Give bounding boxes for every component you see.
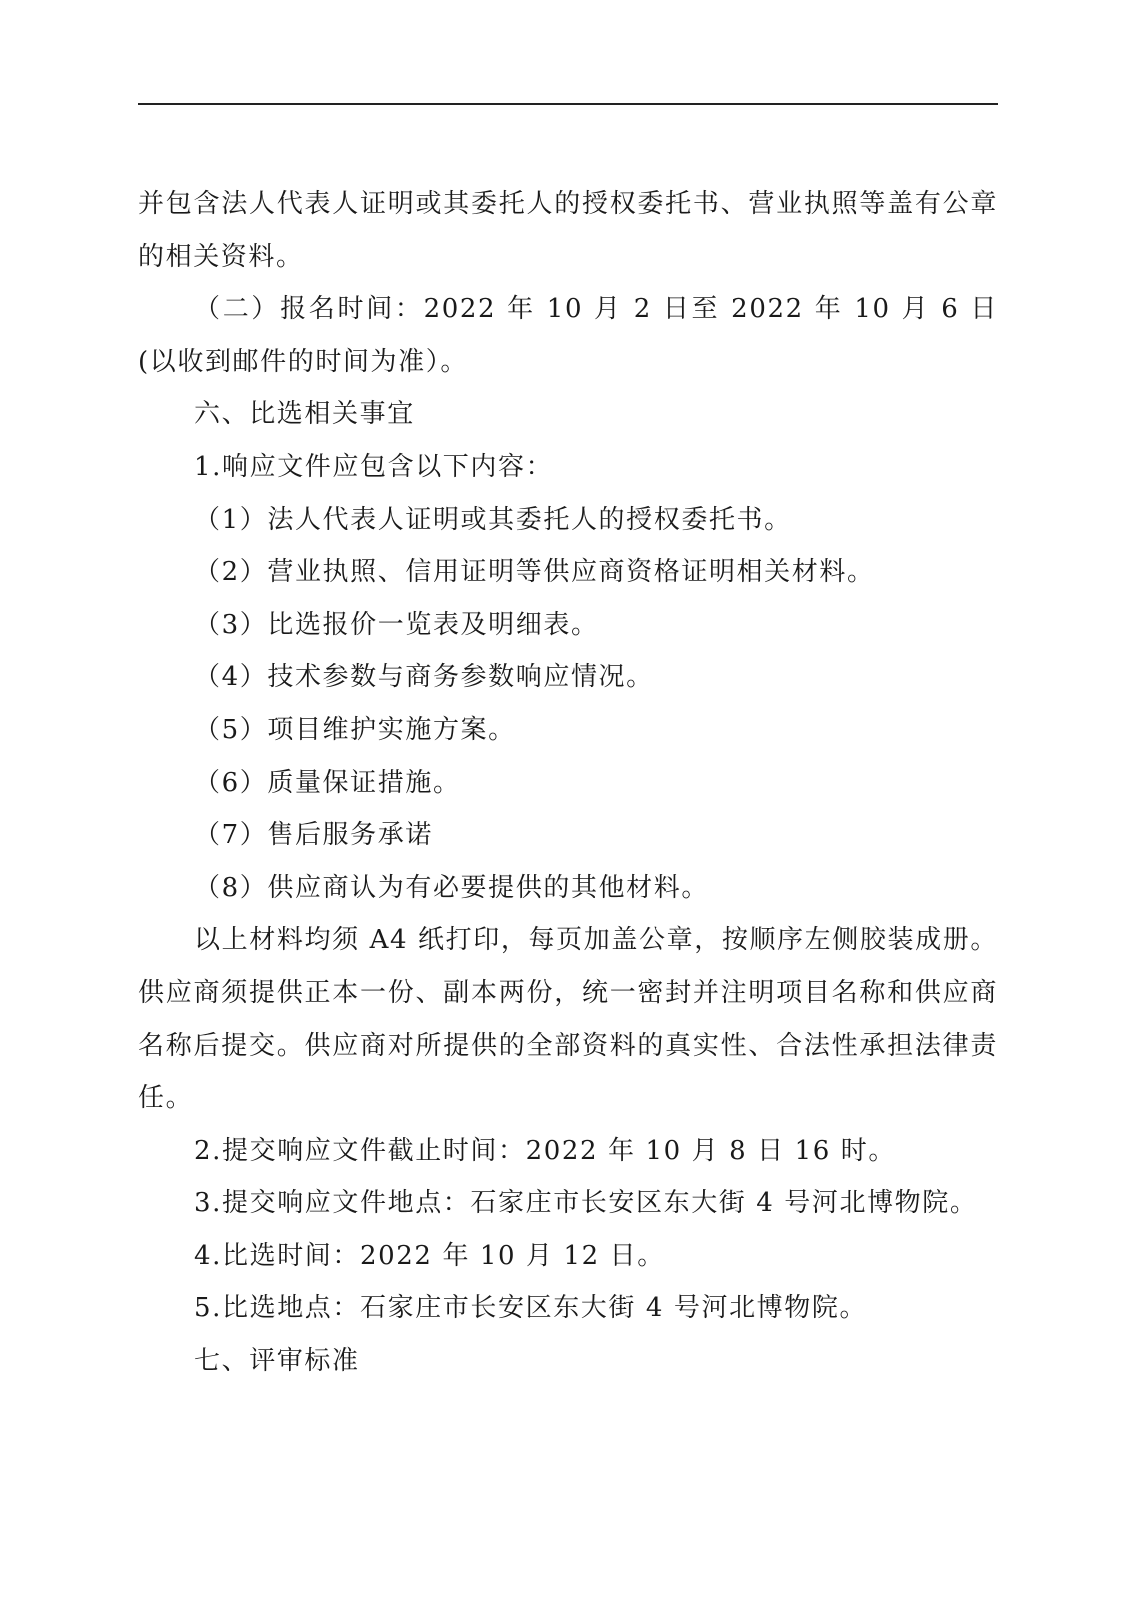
paragraph-registration-time: （二）报名时间：2022 年 10 月 2 日至 2022 年 10 月 6 日(以收到邮件的时间为准）。 [138,294,998,377]
document-body [138,178,998,1388]
subitem-5: （5）项目维护实施方案。 [194,714,516,745]
subitem-6: （6）质量保证措施。 [194,767,461,798]
subitem-2: （2）营业执照、信用证明等供应商资格证明相关材料。 [194,557,875,588]
section-heading-review-criteria: 七、评审标准 [194,1346,360,1377]
subitem-4: （4）技术参数与商务参数响应情况。 [194,662,654,693]
item-selection-location: 5.比选地点：石家庄市长安区东大街 4 号河北博物院。 [194,1293,868,1324]
subitem-3: （3）比选报价一览表及明细表。 [194,609,599,640]
header-rule [138,103,998,105]
item-response-documents: 1.响应文件应包含以下内容： [194,451,554,482]
section-heading-selection-matters: 六、比选相关事宜 [194,399,415,430]
paragraph-continued-materials: 并包含法人代表人证明或其委托人的授权委托书、营业执照等盖有公章的相关资料。 [138,189,998,272]
subitem-1: （1）法人代表人证明或其委托人的授权委托书。 [194,504,792,535]
item-submission-location: 3.提交响应文件地点：石家庄市长安区东大街 4 号河北博物院。 [194,1188,978,1219]
subitem-7: （7）售后服务承诺 [194,820,433,851]
paragraph-binding-requirements: 以上材料均须 A4 纸打印，每页加盖公章，按顺序左侧胶装成册。供应商须提供正本一份、副本两份，统一密封并注明项目名称和供应商名称后提交。供应商对所提供的全部资料的真实性、合法性承担法律责任。 [138,925,998,1114]
item-submission-deadline: 2.提交响应文件截止时间：2022 年 10 月 8 日 16 时。 [194,1135,896,1166]
item-selection-time: 4.比选时间：2022 年 10 月 12 日。 [194,1240,665,1271]
subitem-8: （8）供应商认为有必要提供的其他材料。 [194,872,709,903]
